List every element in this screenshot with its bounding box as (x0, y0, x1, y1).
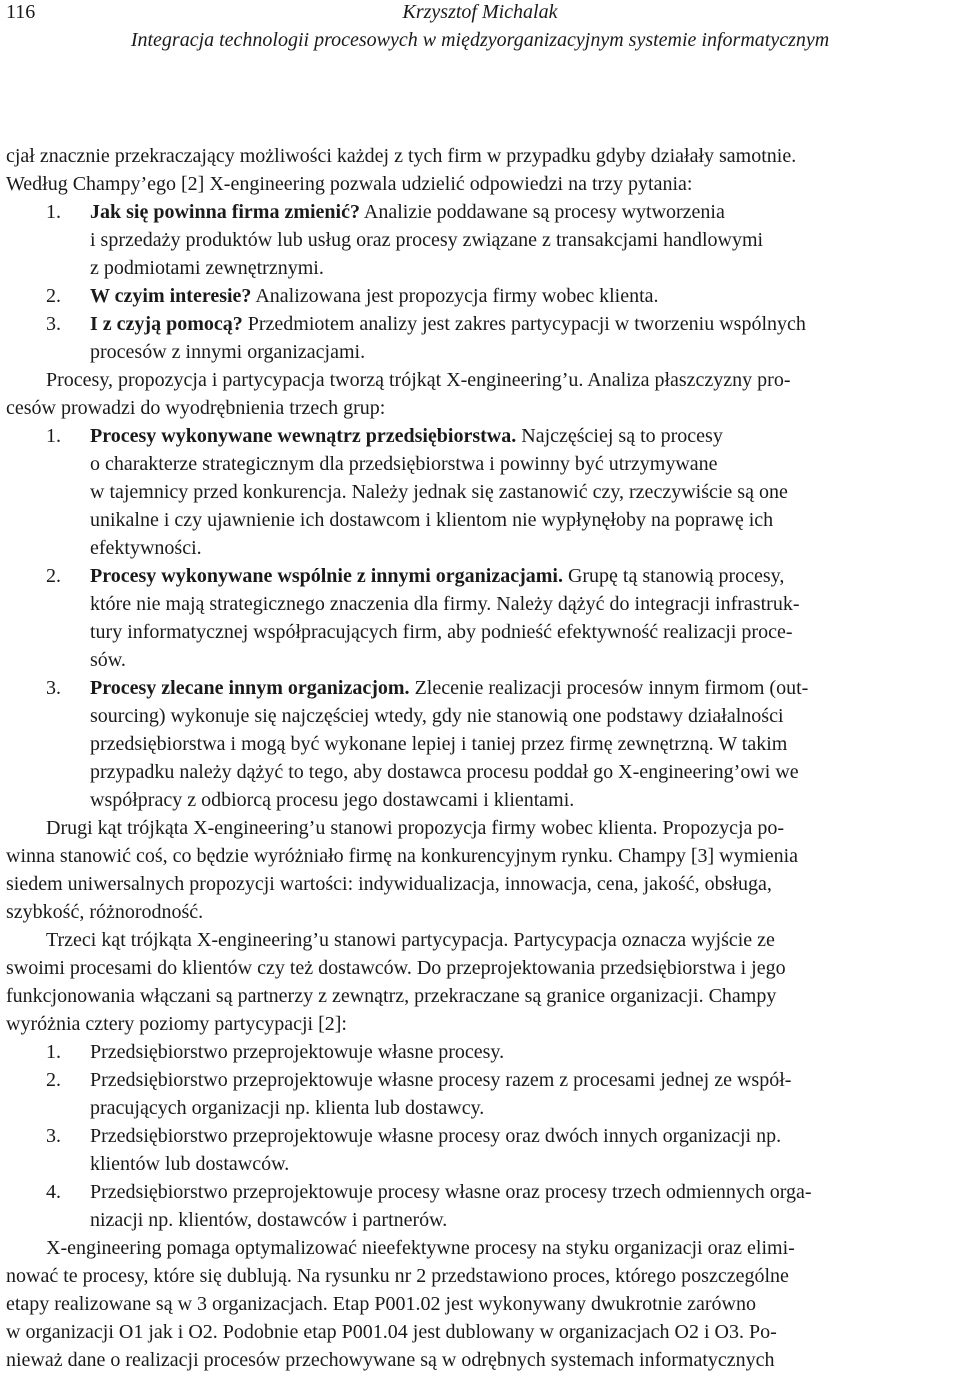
level-line: klientów lub dostawców. (90, 1153, 290, 1175)
running-head-author: Krzysztof Michalak (402, 1, 558, 23)
paragraph-line: nieważ dane o realizacji procesów przechowywane są w odrębnych systemach informatycznych (6, 1349, 775, 1371)
item-number: 3. (46, 677, 61, 699)
group-bold: Procesy wykonywane wewnątrz przedsiębiorstwa. (90, 425, 517, 447)
group-line: unikalne i czy ujawnienie ich dostawcom i klientom nie wypłynęłoby na poprawę ich (90, 509, 774, 531)
paragraph-line: funkcjonowania włączani są partnerzy z zewnątrz, przekraczane są granice organizacji. Champy (6, 985, 777, 1007)
running-head-title: Integracja technologii procesowych w międzyorganizacyjnym systemie informatycznym (130, 29, 830, 51)
item-number: 1. (46, 425, 61, 447)
level-line: nizacji np. klientów, dostawców i partnerów. (90, 1209, 448, 1231)
question-item-3 (6, 310, 954, 338)
item-number: 2. (46, 1069, 61, 1091)
question-bold: W czyim interesie? (90, 285, 252, 307)
paragraph-line: szybkość, różnorodność. (6, 901, 204, 923)
paragraph-line: nować te procesy, które się dublują. Na rysunku nr 2 przedstawiono proces, którego poszczególne (6, 1265, 789, 1287)
group-item-1 (6, 422, 954, 450)
paragraph-line: Procesy, propozycja i partycypacja tworzą trójkąt X-engineering’u. Analiza płaszczyzny pro- (46, 369, 791, 391)
level-item-2 (6, 1066, 954, 1094)
level-text: Przedsiębiorstwo przeprojektowuje procesy własne oraz procesy trzech odmiennych orga- (90, 1181, 812, 1203)
level-item-4 (6, 1178, 954, 1206)
level-item-3 (6, 1122, 954, 1150)
group-text: Grupę tą stanowią procesy, (562, 565, 785, 587)
question-text: Przedmiotem analizy jest zakres partycypacji w tworzeniu wspólnych (242, 313, 806, 335)
question-line: procesów z innymi organizacjami. (90, 341, 366, 363)
paragraph-line: siedem uniwersalnych propozycji wartości: indywidualizacja, innowacja, cena, jakość, obsługa, (6, 873, 772, 895)
paragraph-line: winna stanowić coś, co będzie wyróżniało firmę na konkurencyjnym rynku. Champy [3] wymienia (6, 845, 799, 867)
question-line: z podmiotami zewnętrznymi. (90, 257, 324, 279)
group-line: przedsiębiorstwa i mogą być wykonane lepiej i taniej przez firmę zewnętrzną. W takim (90, 733, 788, 755)
paragraph-line: Według Champy’ego [2] X-engineering pozwala udzielić odpowiedzi na trzy pytania: (6, 173, 693, 195)
running-head (60, 0, 900, 54)
paragraph-line: swoimi procesami do klientów czy też dostawców. Do przeprojektowania przedsiębiorstwa i jego (6, 957, 786, 979)
level-text: Przedsiębiorstwo przeprojektowuje własne procesy razem z procesami jednej ze współ- (90, 1069, 792, 1091)
group-item-3 (6, 674, 954, 702)
question-text: Analizowana jest propozycja firmy wobec klienta. (251, 285, 659, 307)
group-line: w tajemnicy przed konkurencja. Należy jednak się zastanowić czy, rzeczywiście są one (90, 481, 788, 503)
page-number: 116 (6, 1, 36, 23)
item-number: 3. (46, 313, 61, 335)
group-line: tury informatycznej współpracujących firm, aby podnieść efektywność realizacji proce- (90, 621, 793, 643)
body-text (6, 142, 954, 1374)
item-number: 3. (46, 1125, 61, 1147)
paragraph-line: wyróżnia cztery poziomy partycypacji [2]: (6, 1013, 347, 1035)
group-item-2 (6, 562, 954, 590)
group-line: sourcing) wykonuje się najczęściej wtedy, gdy nie stanowią one podstawy działalności (90, 705, 784, 727)
group-line: o charakterze strategicznym dla przedsiębiorstwa i powinny być utrzymywane (90, 453, 718, 475)
question-item-2 (6, 282, 954, 310)
paragraph-line: X-engineering pomaga optymalizować nieefektywne procesy na styku organizacji oraz elimi- (46, 1237, 795, 1259)
paragraph-line: etapy realizowane są w 3 organizacjach. Etap P001.02 jest wykonywany dwukrotnie zarówno (6, 1293, 756, 1315)
paragraph-line: w organizacji O1 jak i O2. Podobnie etap P001.04 jest dublowany w organizacjach O2 i O3. Po- (6, 1321, 777, 1343)
item-number: 2. (46, 285, 61, 307)
question-text: Analizie poddawane są procesy wytworzenia (360, 201, 725, 223)
group-line: przypadku należy dążyć to tego, aby dostawca procesu poddał go X-engineering’owi we (90, 761, 799, 783)
item-number: 2. (46, 565, 61, 587)
question-bold: I z czyją pomocą? (90, 313, 243, 335)
item-number: 1. (46, 201, 61, 223)
level-text: Przedsiębiorstwo przeprojektowuje własne procesy. (90, 1041, 505, 1063)
level-text: Przedsiębiorstwo przeprojektowuje własne procesy oraz dwóch innych organizacji np. (90, 1125, 782, 1147)
question-line: i sprzedaży produktów lub usług oraz procesy związane z transakcjami handlowymi (90, 229, 764, 251)
group-bold: Procesy zlecane innym organizacjom. (90, 677, 410, 699)
question-item-1 (6, 198, 954, 226)
question-bold: Jak się powinna firma zmienić? (90, 201, 360, 223)
paragraph-line: Trzeci kąt trójkąta X-engineering’u stanowi partycypacja. Partycypacja oznacza wyjście ze (46, 929, 775, 951)
group-text: Najczęściej są to procesy (516, 425, 723, 447)
item-number: 4. (46, 1181, 61, 1203)
paragraph-line: Drugi kąt trójkąta X-engineering’u stanowi propozycja firmy wobec klienta. Propozycja po- (46, 817, 785, 839)
item-number: 1. (46, 1041, 61, 1063)
group-text: Zlecenie realizacji procesów innym firmom (out- (409, 677, 809, 699)
group-line: współpracy z odbiorcą procesu jego dostawcami i klientami. (90, 789, 575, 811)
paragraph-line: cesów prowadzi do wyodrębnienia trzech grup: (6, 397, 386, 419)
group-line: sów. (90, 649, 126, 671)
level-line: pracujących organizacji np. klienta lub dostawcy. (90, 1097, 485, 1119)
level-item-1 (6, 1038, 954, 1066)
paragraph-line: cjał znacznie przekraczający możliwości każdej z tych firm w przypadku gdyby działały samotnie. (6, 145, 797, 167)
group-line: które nie mają strategicznego znaczenia dla firmy. Należy dążyć do integracji infrastruk- (90, 593, 800, 615)
group-bold: Procesy wykonywane wspólnie z innymi organizacjami. (90, 565, 563, 587)
group-line: efektywności. (90, 537, 202, 559)
